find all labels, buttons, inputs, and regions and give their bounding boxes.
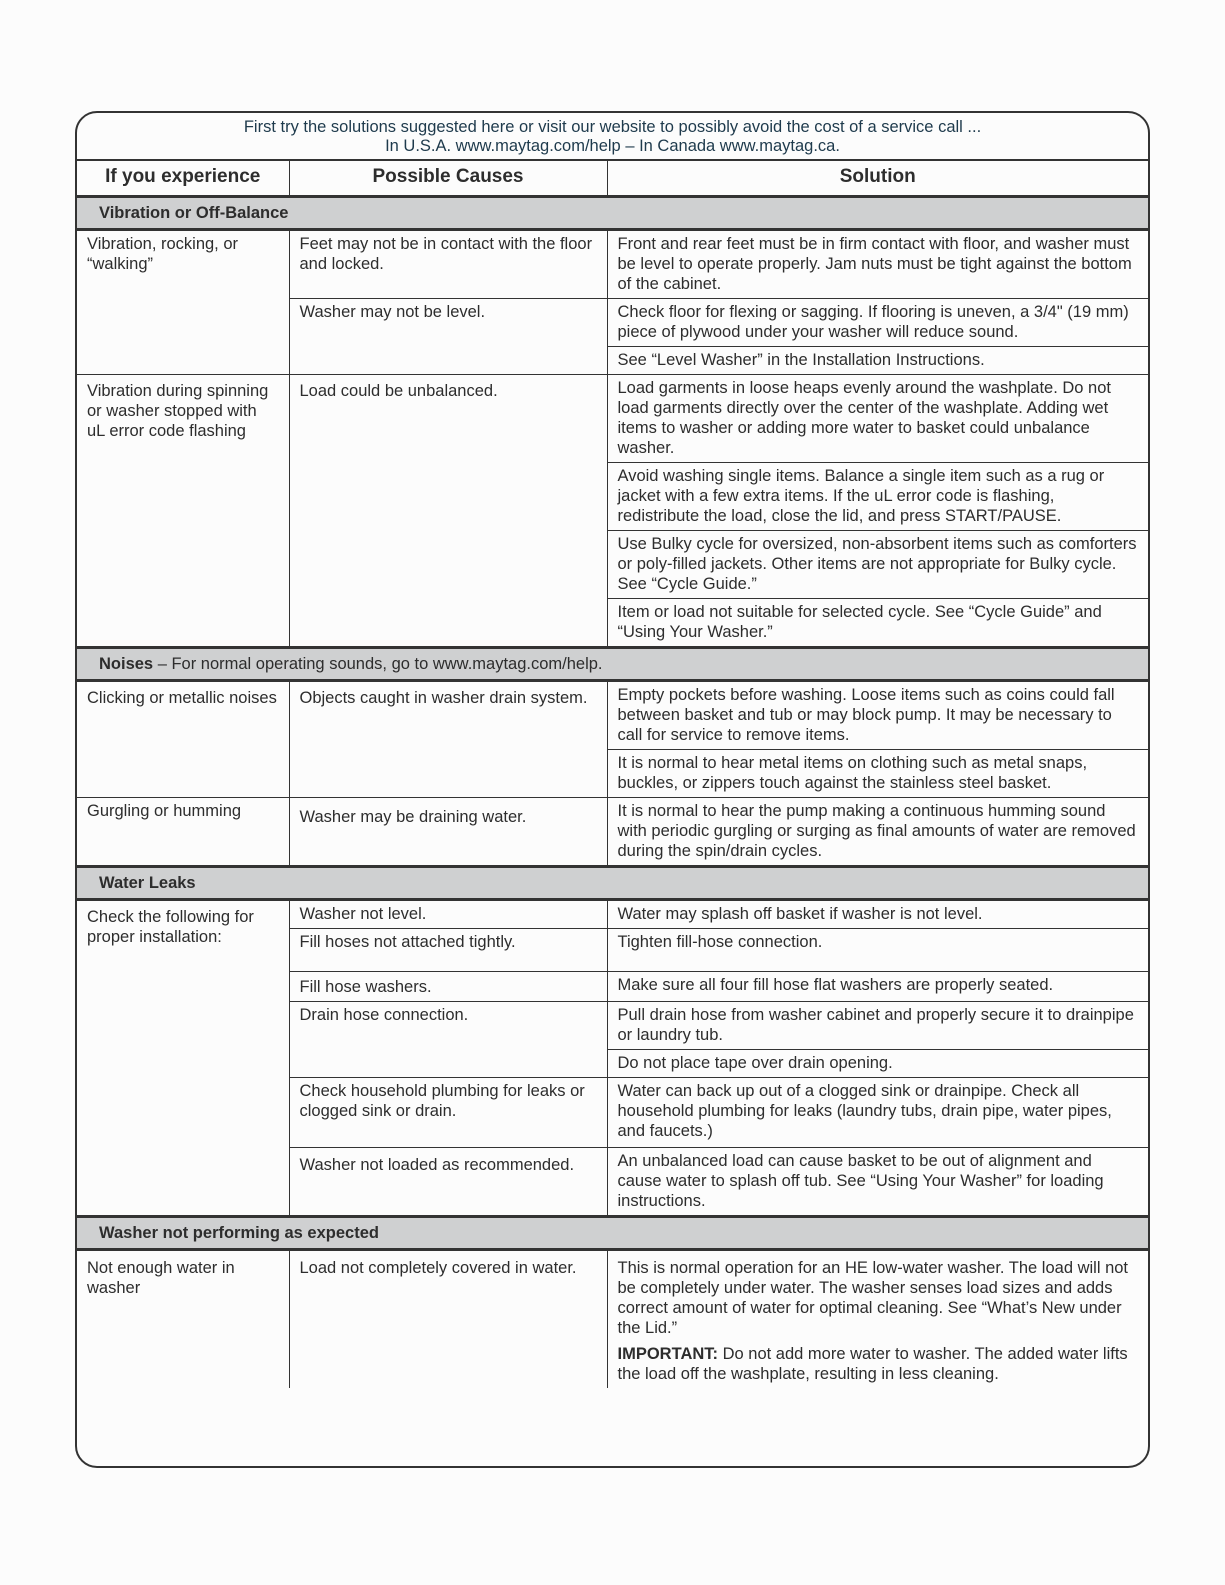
section-header-noises — [77, 648, 1148, 681]
solution-cell: Make sure all four fill hose flat washers are properly seated. — [607, 972, 1148, 1002]
cause-cell: Fill hoses not attached tightly. — [289, 929, 607, 972]
col-header-experience: If you experience — [77, 161, 289, 197]
solution-cell: Do not place tape over drain opening. — [607, 1050, 1148, 1078]
section-title: Washer not performing as expected — [77, 1217, 1148, 1250]
experience-cell: Not enough water in washer — [77, 1250, 289, 1389]
header-line-2: In U.S.A. www.maytag.com/help – In Canada www.maytag.ca. — [385, 137, 840, 155]
experience-cell: Clicking or metallic noises — [77, 681, 289, 798]
cause-cell: Fill hose washers. — [289, 972, 607, 1002]
table-row — [77, 1250, 1148, 1389]
section-title: Noises — [99, 655, 154, 673]
experience-cell: Vibration, rocking, or “walking” — [77, 230, 289, 375]
cause-cell: Objects caught in washer drain system. — [289, 681, 607, 798]
table-row — [77, 230, 1148, 299]
solution-cell: Water may splash off basket if washer is not level. — [607, 900, 1148, 929]
cause-cell: Load not completely covered in water. — [289, 1250, 607, 1389]
section-header-water-leaks — [77, 867, 1148, 900]
cause-cell: Load could be unbalanced. — [289, 375, 607, 648]
important-note — [618, 1344, 1140, 1384]
solution-cell — [607, 1250, 1148, 1389]
experience-cell: Vibration during spinning or washer stopped with uL error code flashing — [77, 375, 289, 648]
solution-cell: Avoid washing single items. Balance a single item such as a rug or jacket with a few extra items. If the uL error code is flashing, redistribute the load, close the lid, and press START/PAUSE. — [607, 463, 1148, 531]
section-subtitle: – For normal operating sounds, go to www.maytag.com/help. — [153, 655, 603, 673]
solution-text: This is normal operation for an HE low-water washer. The load will not be completely under water. The washer senses load sizes and adds correct amount of water for optimal cleaning. See “What’s New under the Lid.” — [617, 1259, 1129, 1337]
solution-cell: Tighten fill-hose connection. — [607, 929, 1148, 972]
cause-cell: Washer may not be level. — [289, 299, 607, 375]
solution-cell: Water can back up out of a clogged sink or drainpipe. Check all household plumbing for leaks (laundry tubs, drain pipe, water pipes, and faucets.) — [607, 1078, 1148, 1148]
cause-cell: Feet may not be in contact with the floor and locked. — [289, 230, 607, 299]
solution-cell: Check floor for flexing or sagging. If flooring is uneven, a 3/4" (19 mm) piece of plywood under your washer will reduce sound. — [607, 299, 1148, 347]
solution-cell: See “Level Washer” in the Installation Instructions. — [607, 347, 1148, 375]
cause-cell: Washer not level. — [289, 900, 607, 929]
solution-cell: An unbalanced load can cause basket to be out of alignment and cause water to splash off tub. See “Using Your Washer” for loading instructions. — [607, 1148, 1148, 1217]
section-title: Water Leaks — [77, 867, 1148, 900]
important-text: Do not add more water to washer. The added water lifts the load off the washplate, resulting in less cleaning. — [617, 1345, 1128, 1383]
table-row — [77, 681, 1148, 750]
table-header-note — [77, 113, 1148, 161]
col-header-solution: Solution — [607, 161, 1148, 197]
cause-cell: Washer not loaded as recommended. — [289, 1148, 607, 1217]
solution-cell: Pull drain hose from washer cabinet and properly secure it to drainpipe or laundry tub. — [607, 1002, 1148, 1050]
table-row — [77, 900, 1148, 929]
experience-cell: Check the following for proper installation: — [77, 900, 289, 1217]
cause-cell: Check household plumbing for leaks or clogged sink or drain. — [289, 1078, 607, 1148]
solution-cell: Front and rear feet must be in firm contact with floor, and washer must be level to operate properly. Jam nuts must be tight against the bottom of the cabinet. — [607, 230, 1148, 299]
section-title: Vibration or Off-Balance — [77, 197, 1148, 230]
column-header-row — [77, 161, 1148, 197]
solution-cell: Use Bulky cycle for oversized, non-absorbent items such as comforters or poly-filled jackets. Other items are not appropriate for Bulky cycle. See “Cycle Guide.” — [607, 531, 1148, 599]
section-header-performance — [77, 1217, 1148, 1250]
solution-cell: It is normal to hear the pump making a continuous humming sound with periodic gurgling or surging as final amounts of water are removed during the spin/drain cycles. — [607, 798, 1148, 867]
troubleshooting-table-frame — [75, 111, 1150, 1468]
experience-cell: Gurgling or humming — [77, 798, 289, 867]
table-row — [77, 798, 1148, 867]
solution-cell: It is normal to hear metal items on clothing such as metal snaps, buckles, or zippers touch against the stainless steel basket. — [607, 750, 1148, 798]
header-line-1: First try the solutions suggested here or visit our website to possibly avoid the cost of a service call ... — [243, 118, 982, 136]
cause-cell: Washer may be draining water. — [289, 798, 607, 867]
col-header-causes: Possible Causes — [289, 161, 607, 197]
section-title-cell — [77, 648, 1148, 681]
table-row — [77, 375, 1148, 463]
solution-cell: Item or load not suitable for selected cycle. See “Cycle Guide” and “Using Your Washer.” — [607, 599, 1148, 648]
cause-cell: Drain hose connection. — [289, 1002, 607, 1078]
solution-cell: Empty pockets before washing. Loose items such as coins could fall between basket and tub or may block pump. It may be necessary to call for service to remove items. — [607, 681, 1148, 750]
important-label: IMPORTANT: — [617, 1345, 719, 1363]
section-header-vibration — [77, 197, 1148, 230]
solution-cell: Load garments in loose heaps evenly around the washplate. Do not load garments directly over the center of the washplate. Adding wet items to washer or adding more water to basket could unbalance washer. — [607, 375, 1148, 463]
troubleshooting-table — [77, 161, 1148, 1388]
